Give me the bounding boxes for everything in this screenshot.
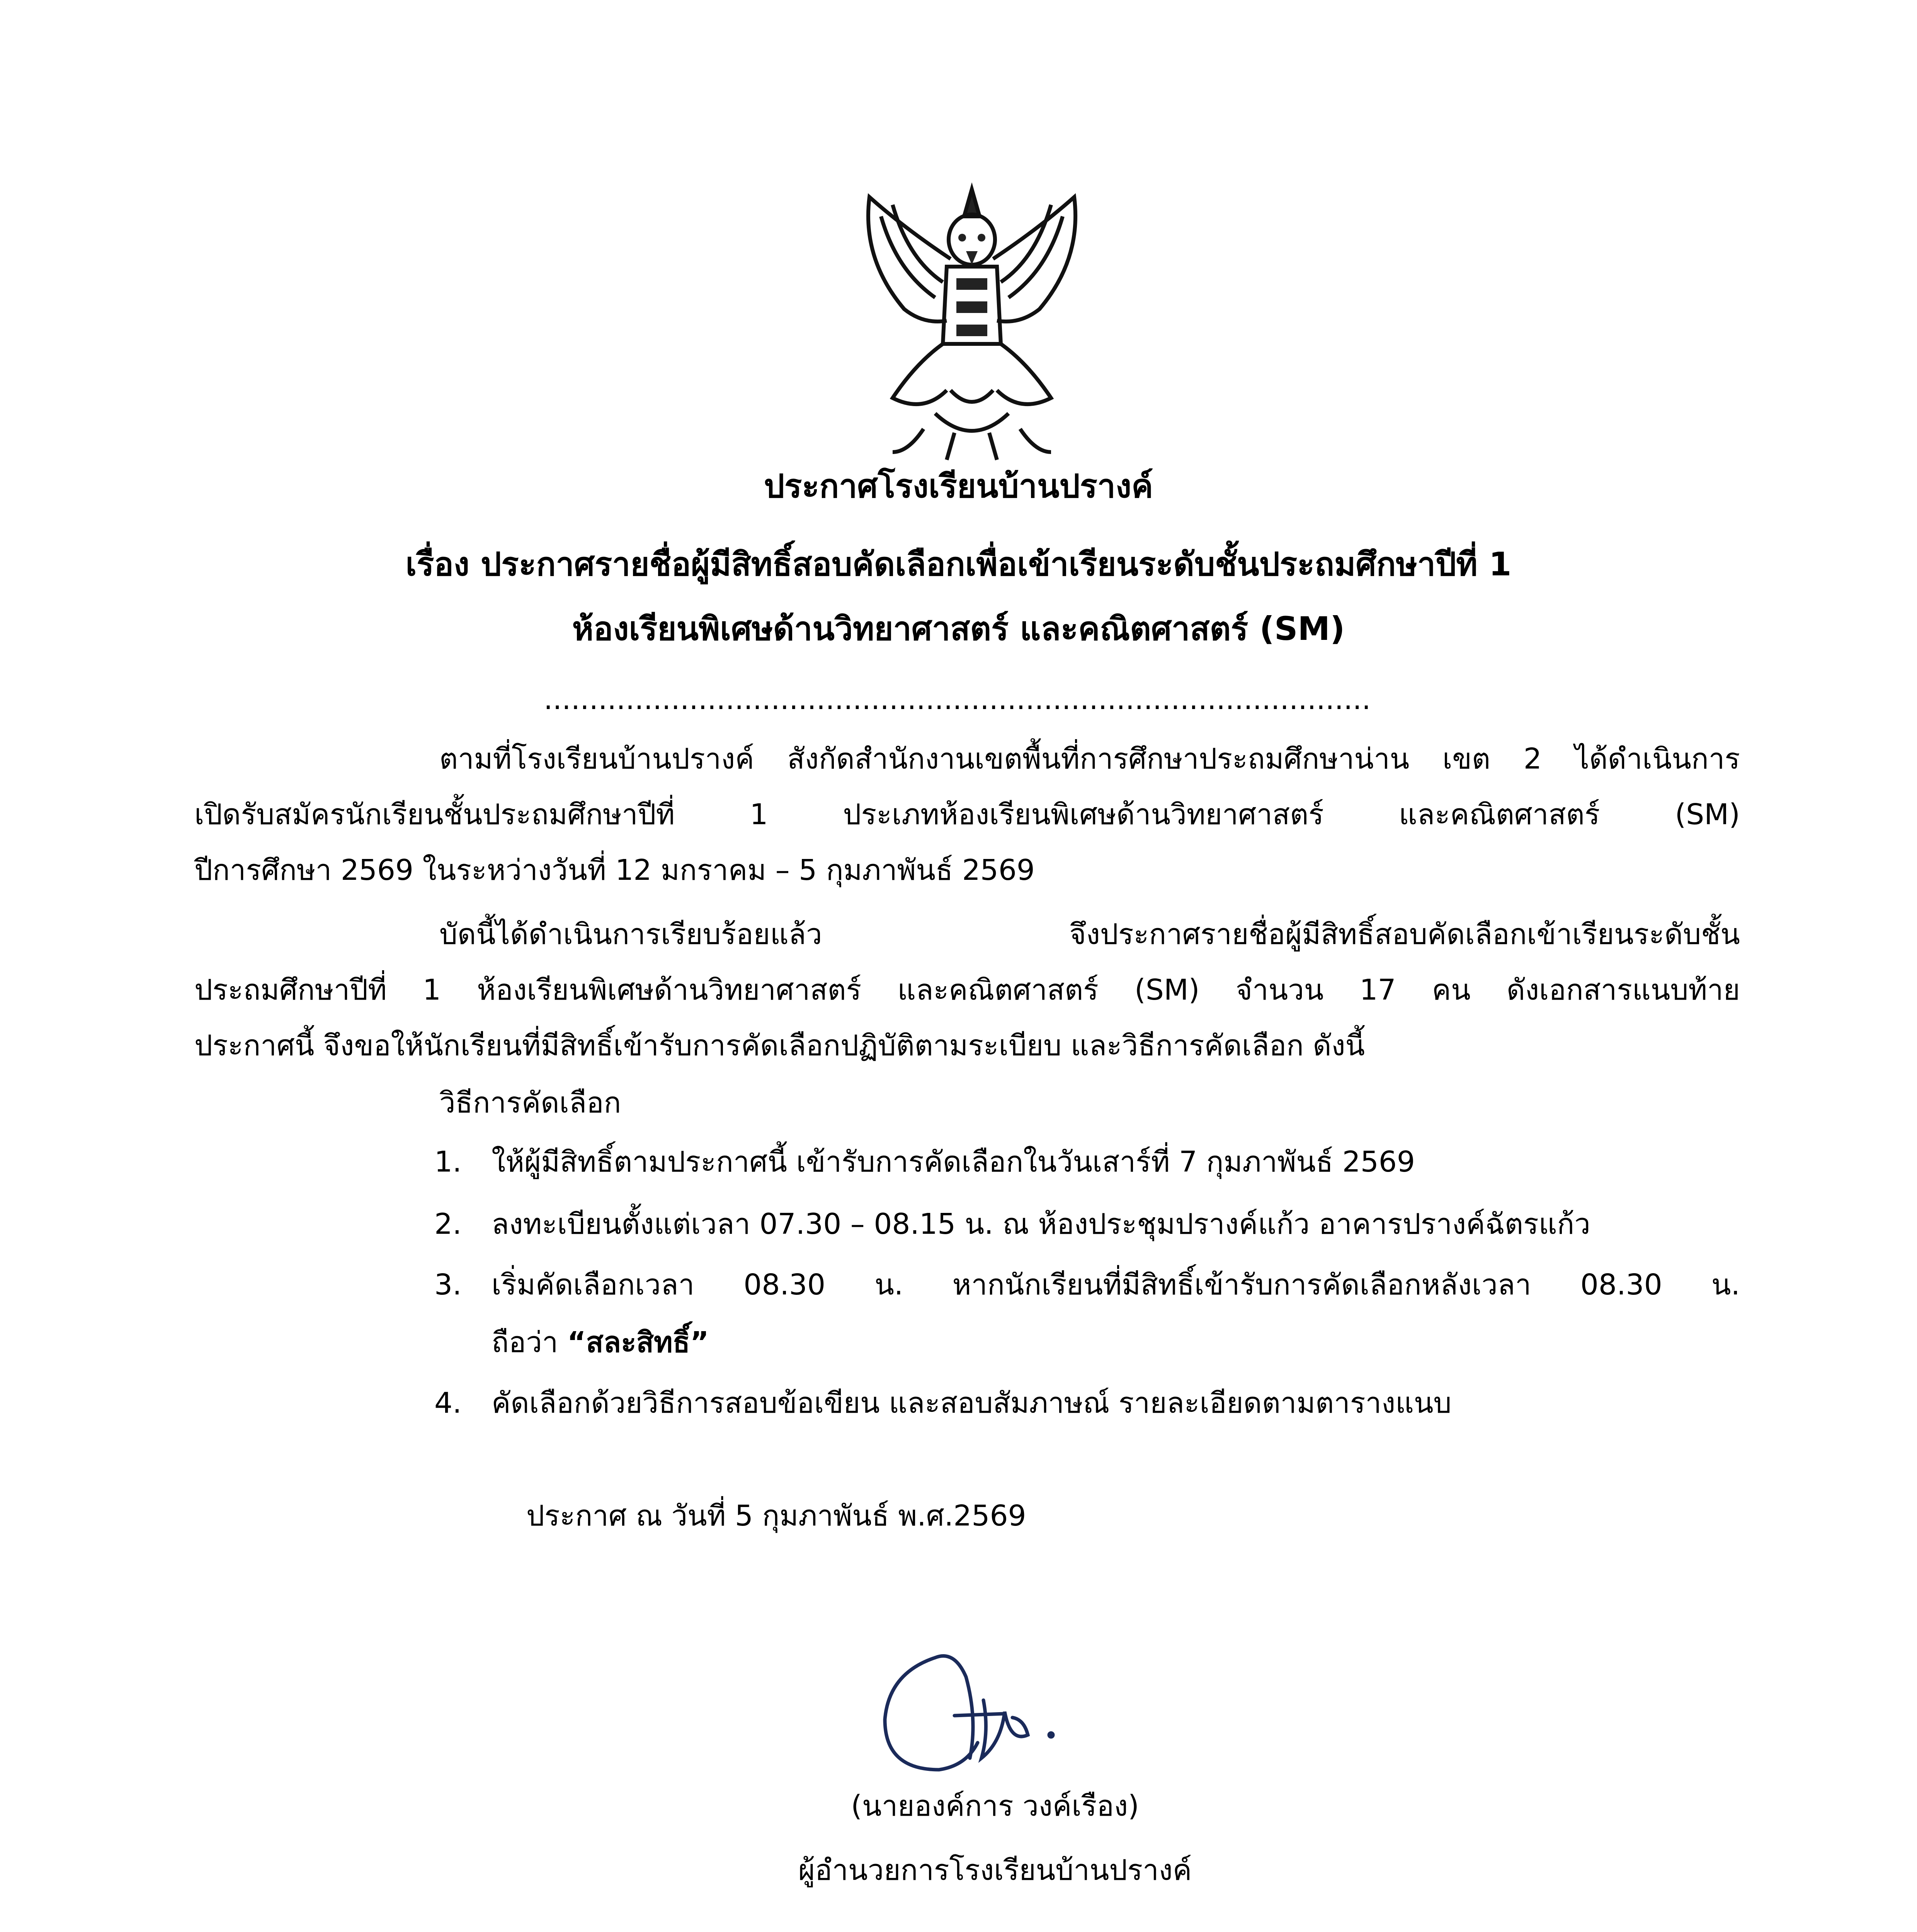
method-heading: วิธีการคัดเลือก <box>439 1086 621 1119</box>
paragraph-2-line-2: ประถมศึกษาปีที่ 1 ห้องเรียนพิเศษด้านวิทยาศาสตร์ และคณิตศาสตร์ (SM) จำนวน 17 คน ดังเอกสารแนบท้าย <box>194 973 1740 1007</box>
signature <box>877 1642 1094 1789</box>
list-item: ลงทะเบียนตั้งแต่เวลา 07.30 – 08.15 น. ณ ห้องประชุมปรางค์แก้ว อาคารปรางค์ฉัตรแก้ว <box>492 1208 1590 1241</box>
title-line-3: ห้องเรียนพิเศษด้านวิทยาศาสตร์ และคณิตศาสตร์ (SM) <box>572 610 1345 648</box>
list-number: 4. <box>434 1386 462 1420</box>
list-number: 3. <box>434 1268 462 1301</box>
paragraph-1-line-1: ตามที่โรงเรียนบ้านปรางค์ สังกัดสำนักงานเขตพื้นที่การศึกษาประถมศึกษาน่าน เขต 2 ได้ดำเนินการ <box>439 742 1740 776</box>
forfeit-text: “สละสิทธิ์” <box>567 1326 709 1359</box>
list-item: ให้ผู้มีสิทธิ์ตามประกาศนี้ เข้ารับการคัดเลือกในวันเสาร์ที่ 7 กุมภาพันธ์ 2569 <box>492 1145 1415 1179</box>
title-line-2: เรื่อง ประกาศรายชื่อผู้มีสิทธิ์สอบคัดเลือกเพื่อเข้าเรียนระดับชั้นประถมศึกษาปีที่ 1 <box>405 545 1512 583</box>
list-item-continuation-prefix: ถือว่า <box>492 1326 567 1359</box>
paragraph-2-line-3: ประกาศนี้ จึงขอให้นักเรียนที่มีสิทธิ์เข้ารับการคัดเลือกปฏิบัติตามระเบียบ และวิธีการคัดเลือก ดังนี้ <box>194 1029 1365 1062</box>
list-item: คัดเลือกด้วยวิธีการสอบข้อเขียน และสอบสัมภาษณ์ รายละเอียดตามตารางแนบ <box>492 1386 1452 1420</box>
list-number: 1. <box>434 1145 462 1179</box>
signatory-position: ผู้อำนวยการโรงเรียนบ้านปรางค์ <box>798 1854 1192 1887</box>
paragraph-1-line-3: ปีการศึกษา 2569 ในระหว่างวันที่ 12 มกราคม – 5 กุมภาพันธ์ 2569 <box>194 854 1035 887</box>
list-item-continuation <box>492 1323 709 1362</box>
title-line-1: ประกาศโรงเรียนบ้านปรางค์ <box>764 467 1153 505</box>
paragraph-1-line-2: เปิดรับสมัครนักเรียนชั้นประถมศึกษาปีที่ 1 ประเภทห้องเรียนพิเศษด้านวิทยาศาสตร์ และคณิตศาสตร์ (SM) <box>194 798 1740 831</box>
paragraph-2-line-1: บัดนี้ได้ดำเนินการเรียบร้อยแล้ว จึงประกาศรายชื่อผู้มีสิทธิ์สอบคัดเลือกเข้าเรียนระดับชั้น <box>439 918 1740 951</box>
separator: ........................................................................................... <box>544 683 1371 716</box>
announcement-date: ประกาศ ณ วันที่ 5 กุมภาพันธ์ พ.ศ.2569 <box>526 1499 1026 1532</box>
garuda-emblem <box>846 182 1097 464</box>
signatory-name: (นายองค์การ วงค์เรือง) <box>851 1789 1139 1823</box>
list-item: เริ่มคัดเลือกเวลา 08.30 น. หากนักเรียนที่มีสิทธิ์เข้ารับการคัดเลือกหลังเวลา 08.30 น. <box>492 1268 1740 1301</box>
list-number: 2. <box>434 1208 462 1241</box>
